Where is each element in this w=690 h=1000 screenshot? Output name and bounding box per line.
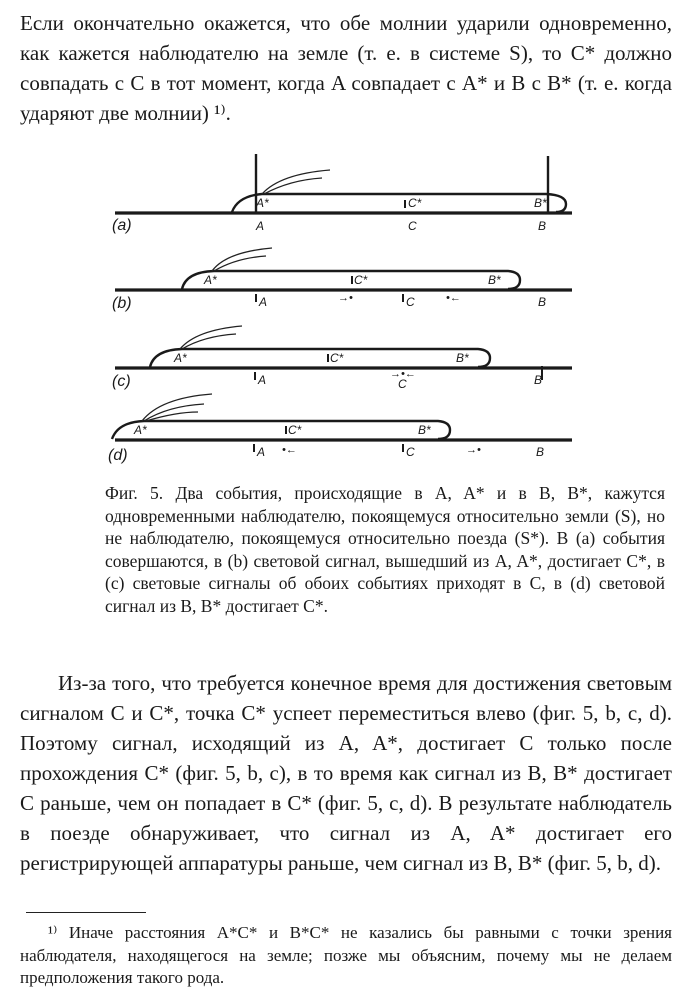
- train-mark-c-star: C*: [408, 196, 422, 210]
- figure-row-a: [112, 154, 572, 234]
- ground-mark-b: B: [534, 373, 543, 387]
- paragraph-intro: Если окончательно окажется, что обе молнии ударили одновременно, как кажется наблюдателю на земле (т. е. в системе S), то C* должно совпадать с C в тот момент, когда A совпадает с A* и B с B* (т. е. когда ударяют две молнии) ¹⁾.: [20, 11, 672, 125]
- row-label: (c): [112, 373, 131, 390]
- train-mark-c-star: C*: [354, 273, 368, 287]
- smoke-trail: [264, 178, 322, 194]
- ground-mark-a: A: [257, 445, 266, 459]
- smoke-trail: [182, 334, 236, 349]
- train-mark-c-star: C*: [330, 351, 344, 365]
- figure-row-d: [108, 394, 572, 464]
- ground-mark-a: A: [258, 373, 267, 387]
- footnote: ¹⁾ Иначе расстояния A*C* и B*C* не казались бы равными с точки зрения наблюдателя, находящегося на земле; позже мы объясним, почему мы не делаем предположения такого рода.: [20, 923, 672, 987]
- train-mark-a-star: A*: [256, 196, 269, 210]
- signal-arrow: •←: [282, 444, 297, 456]
- signal-arrow: →•←: [390, 368, 416, 380]
- ground-mark-c: C: [408, 219, 417, 233]
- ground-mark-b: B: [536, 445, 545, 459]
- smoke-trail: [146, 412, 198, 421]
- figure-row-b: [112, 248, 572, 312]
- train-mark-a-star: A*: [204, 273, 217, 287]
- row-label: (b): [112, 295, 132, 312]
- row-label: (d): [108, 447, 128, 464]
- train-mark-a-star: A*: [174, 351, 187, 365]
- train-mark-b-star: B*: [534, 196, 547, 210]
- paragraph-explanation: Из-за того, что требуется конечное время для достижения световым сигналом C и C*, точка C* успеет переместиться влево (фиг. 5, b, c, d). Поэтому сигнал, исходящий из A, A*, достигает C только после прохождения C* (фиг. 5, b, c), в то время как сигнал из B, B* достигает C раньше, чем он попадает в C* (фиг. 5, c, d). В результате наблюдатель в поезде обнаруживает, что сигнал из A, A* достигает его регистрирующей аппаратуры раньше, чем сигнал из B, B* (фиг. 5, b, d).: [20, 671, 672, 875]
- train-body: [232, 194, 566, 212]
- train-lightning-figure: [0, 148, 690, 468]
- train-mark-a-star: A*: [134, 423, 147, 437]
- train-mark-c-star: C*: [288, 423, 302, 437]
- signal-arrow: →•: [338, 292, 353, 304]
- ground-mark-b: B: [538, 295, 547, 309]
- train-mark-b-star: B*: [488, 273, 501, 287]
- figure-row-c: [112, 326, 572, 391]
- train-body: [112, 421, 450, 439]
- figure-caption: Фиг. 5. Два события, происходящие в A, A* и в B, B*, кажутся одновременными наблюдателю, покоящемуся относительно земли (S), но не наблюдателю, покоящемуся относительно поезда (S*). В (a) события совершаются, в (b) световой сигнал, вышедший из A, A*, достигает C*, в (c) световые сигналы об обоих событиях приходят в C, в (d) световой сигнал из B, B* достигает C*.: [105, 483, 665, 616]
- signal-arrow: •←: [446, 292, 461, 304]
- smoke-trail: [214, 256, 266, 271]
- ground-mark-c: C: [406, 295, 415, 309]
- row-label: (a): [112, 217, 132, 234]
- signal-arrow: →•: [466, 444, 481, 456]
- footnote-divider: [26, 912, 146, 913]
- ground-mark-c: C: [398, 377, 407, 391]
- ground-mark-c: C: [406, 445, 415, 459]
- train-mark-b-star: B*: [456, 351, 469, 365]
- train-body: [150, 349, 490, 367]
- train-mark-b-star: B*: [418, 423, 431, 437]
- ground-mark-a: A: [256, 219, 265, 233]
- ground-mark-b: B: [538, 219, 547, 233]
- ground-mark-a: A: [259, 295, 268, 309]
